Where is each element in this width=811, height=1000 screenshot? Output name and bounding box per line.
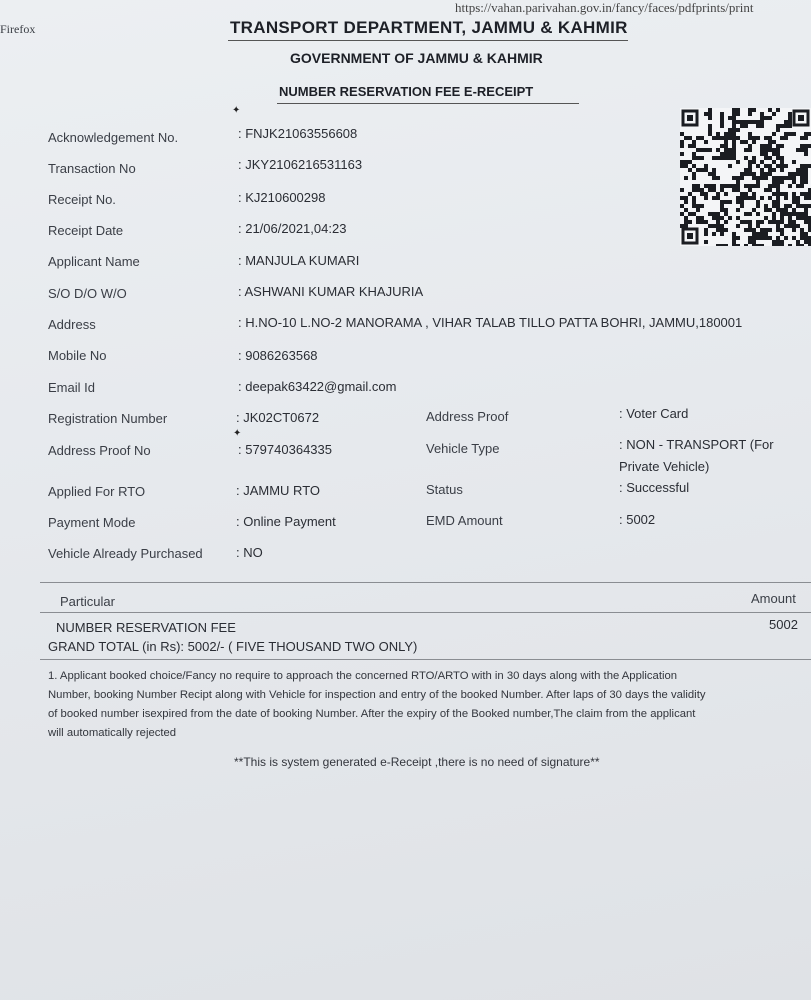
addr-proof-label: Address Proof [426,409,509,424]
cursor-mark-icon: ✦ [232,105,241,116]
payment-label: Payment Mode [48,515,136,530]
cursor-mark-icon: ✦ [233,428,242,439]
status-label: Status [426,482,463,497]
reg-value: : JK02CT0672 [236,410,320,425]
fee-row-particular: NUMBER RESERVATION FEE [56,620,236,635]
col-amount: Amount [751,591,796,606]
table-header-rule [40,612,811,613]
rto-value: : JAMMU RTO [236,483,321,498]
applicant-label: Applicant Name [48,254,140,269]
addr-proof-value: : Voter Card [619,406,689,421]
receipt-no-value: : KJ210600298 [238,190,326,205]
mobile-label: Mobile No [48,348,107,363]
department-heading: TRANSPORT DEPARTMENT, JAMMU & KAHMIR [230,18,628,37]
grand-total: GRAND TOTAL (in Rs): 5002/- ( FIVE THOUSAND TWO ONLY) [48,639,418,654]
receipt-date-value: : 21/06/2021,04:23 [238,221,347,236]
email-label: Email Id [48,380,95,395]
emd-value: : 5002 [619,512,656,527]
rto-label: Applied For RTO [48,484,146,499]
ack-value: : FNJK21063556608 [238,126,358,141]
addr-proof-no-label: Address Proof No [48,443,151,458]
qr-code-icon [680,108,811,246]
note-line-2: Number, booking Number Recipt along with Vehicle for inspection and entry of the booked Number. After laps of 30 days the validity [48,689,706,701]
relation-value: : ASHWANI KUMAR KHAJURIA [238,284,424,299]
vehicle-type-value-line1: : NON - TRANSPORT (For [619,437,774,452]
relation-label: S/O D/O W/O [48,286,127,301]
browser-name: Firefox [0,22,36,36]
emd-label: EMD Amount [426,513,503,528]
receipt-date-label: Receipt Date [48,223,124,238]
receipt-title: NUMBER RESERVATION FEE E-RECEIPT [279,84,534,99]
applicant-value: : MANJULA KUMARI [238,253,360,268]
table-bottom-rule [40,659,811,660]
vehicle-type-value-line2: Private Vehicle) [619,459,710,474]
note-line-1: 1. Applicant booked choice/Fancy no require to approach the concerned RTO/ARTO with in 30 days along with the Application [48,670,678,682]
ack-label: Acknowledgement No. [48,130,179,145]
government-heading: GOVERNMENT OF JAMMU & KAHMIR [290,50,543,66]
page-url: https://vahan.parivahan.gov.in/fancy/faces/pdfprints/print [455,0,754,15]
address-value: : H.NO-10 L.NO-2 MANORAMA , VIHAR TALAB TILLO PATTA BOHRI, JAMMU,180001 [238,315,743,330]
txn-value: : JKY2106216531163 [238,157,363,172]
payment-value: : Online Payment [236,514,336,529]
note-line-4: will automatically rejected [48,727,177,739]
mobile-value: : 9086263568 [238,348,318,363]
receipt-no-label: Receipt No. [48,192,116,207]
addr-proof-no-value: : 579740364335 [238,442,332,457]
fee-row-amount: 5002 [769,617,798,632]
note-line-3: of booked number isexpired from the date of booking Number. After the expiry of the Booked number,The claim from the applicant [48,708,696,720]
reg-label: Registration Number [48,411,168,426]
email-value: : deepak63422@gmail.com [238,379,397,394]
address-label: Address [48,317,96,332]
table-top-rule [40,582,811,583]
col-particular: Particular [60,594,115,609]
purchased-label: Vehicle Already Purchased [48,546,203,561]
vehicle-type-label: Vehicle Type [426,441,500,456]
status-value: : Successful [619,480,690,495]
txn-label: Transaction No [48,161,136,176]
title-underline [277,103,579,104]
purchased-value: : NO [236,545,263,560]
system-generated-note: **This is system generated e-Receipt ,there is no need of signature** [234,755,600,769]
heading-underline [228,40,628,41]
